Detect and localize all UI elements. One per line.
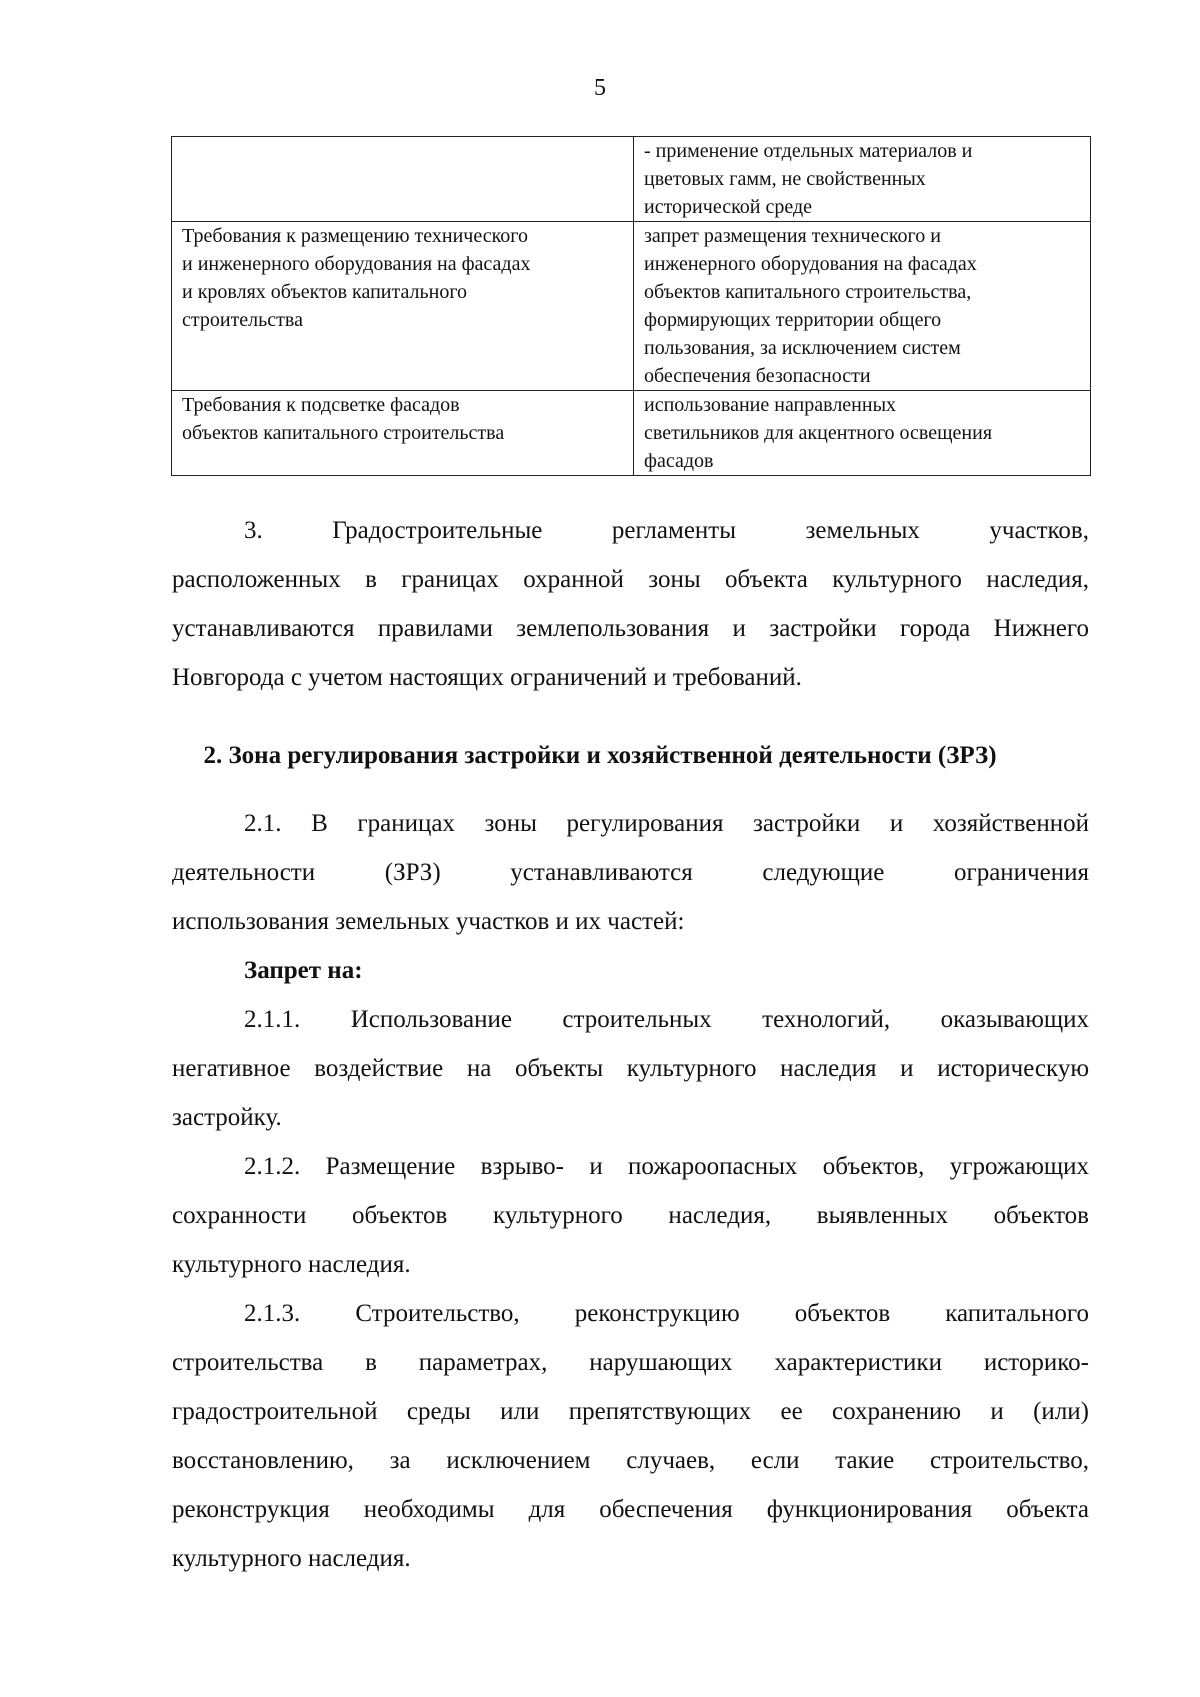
cell-line: запрет размещения технического и xyxy=(644,225,941,247)
cell-line: светильников для акцентного освещения xyxy=(644,422,993,444)
cell-line: инженерного оборудования на фасадах xyxy=(644,253,977,275)
cell-line: и кровлях объектов капитального xyxy=(182,281,468,303)
paragraph-line: восстановлению, за исключением случаев, если такие строительство, xyxy=(172,1447,1089,1474)
cell-line: цветовых гамм, не свойственных xyxy=(644,168,926,190)
cell-line: исторической среде xyxy=(644,196,813,218)
paragraph-3 xyxy=(172,506,1089,702)
cell-line: объектов капитального строительства, xyxy=(644,281,972,303)
cell-line: обеспечения безопасности xyxy=(644,365,871,387)
prohibition-label: Запрет на: xyxy=(244,957,363,984)
paragraph-line: 2.1.3. Строительство, реконструкцию объектов капитального xyxy=(244,1300,1089,1327)
paragraph-line: устанавливаются правилами землепользования и застройки города Нижнего xyxy=(172,615,1089,642)
paragraph-line: 3. Градостроительные регламенты земельных участков, xyxy=(244,517,1089,544)
cell-line: фасадов xyxy=(644,450,714,472)
cell-line: строительства xyxy=(182,309,303,331)
table-cell-regulation xyxy=(634,137,1091,222)
cell-line: объектов капитального строительства xyxy=(182,422,505,444)
cell-line: формирующих территории общего xyxy=(644,309,942,331)
paragraph-line: застройку. xyxy=(172,1104,282,1131)
table-cell-regulation xyxy=(634,391,1091,476)
cell-line: Требования к подсветке фасадов xyxy=(182,394,460,416)
cell-line: - применение отдельных материалов и xyxy=(644,140,973,162)
cell-line: Требования к размещению технического xyxy=(182,225,529,247)
cell-line: использование направленных xyxy=(644,394,897,416)
table-row xyxy=(172,137,1091,222)
paragraph-2-1 xyxy=(172,799,1089,1583)
paragraph-line: реконструкция необходимы для обеспечения функционирования объекта xyxy=(172,1496,1089,1523)
table-row xyxy=(172,222,1091,391)
table-cell-regulation xyxy=(634,222,1091,391)
paragraph-line: негативное воздействие на объекты культурного наследия и историческую xyxy=(172,1055,1089,1082)
requirements-table xyxy=(171,136,1091,476)
paragraph-line: расположенных в границах охранной зоны объекта культурного наследия, xyxy=(172,566,1089,593)
cell-line: пользования, за исключением систем xyxy=(644,337,961,359)
table-cell-requirement xyxy=(172,222,634,391)
table-cell-requirement xyxy=(172,137,634,222)
paragraph-line: градостроительной среды или препятствующих ее сохранению и (или) xyxy=(172,1398,1089,1425)
paragraph-line: культурного наследия. xyxy=(172,1545,411,1572)
table-cell-requirement xyxy=(172,391,634,476)
table-row xyxy=(172,391,1091,476)
paragraph-line: культурного наследия. xyxy=(172,1251,411,1278)
paragraph-line: использования земельных участков и их частей: xyxy=(172,908,685,935)
paragraph-line: сохранности объектов культурного наследия, выявленных объектов xyxy=(172,1202,1089,1229)
page-number: 5 xyxy=(594,75,606,101)
paragraph-line: деятельности (ЗРЗ) устанавливаются следующие ограничения xyxy=(172,859,1089,886)
cell-line: и инженерного оборудования на фасадах xyxy=(182,253,531,275)
paragraph-line: 2.1.2. Размещение взрыво- и пожароопасных объектов, угрожающих xyxy=(244,1153,1089,1180)
paragraph-line: 2.1. В границах зоны регулирования застройки и хозяйственной xyxy=(244,810,1089,837)
section-heading: 2. Зона регулирования застройки и хозяйственной деятельности (ЗРЗ) xyxy=(203,742,997,769)
paragraph-line: Новгорода с учетом настоящих ограничений и требований. xyxy=(172,664,802,691)
paragraph-line: 2.1.1. Использование строительных технологий, оказывающих xyxy=(244,1006,1089,1033)
paragraph-line: строительства в параметрах, нарушающих характеристики историко- xyxy=(172,1349,1089,1376)
